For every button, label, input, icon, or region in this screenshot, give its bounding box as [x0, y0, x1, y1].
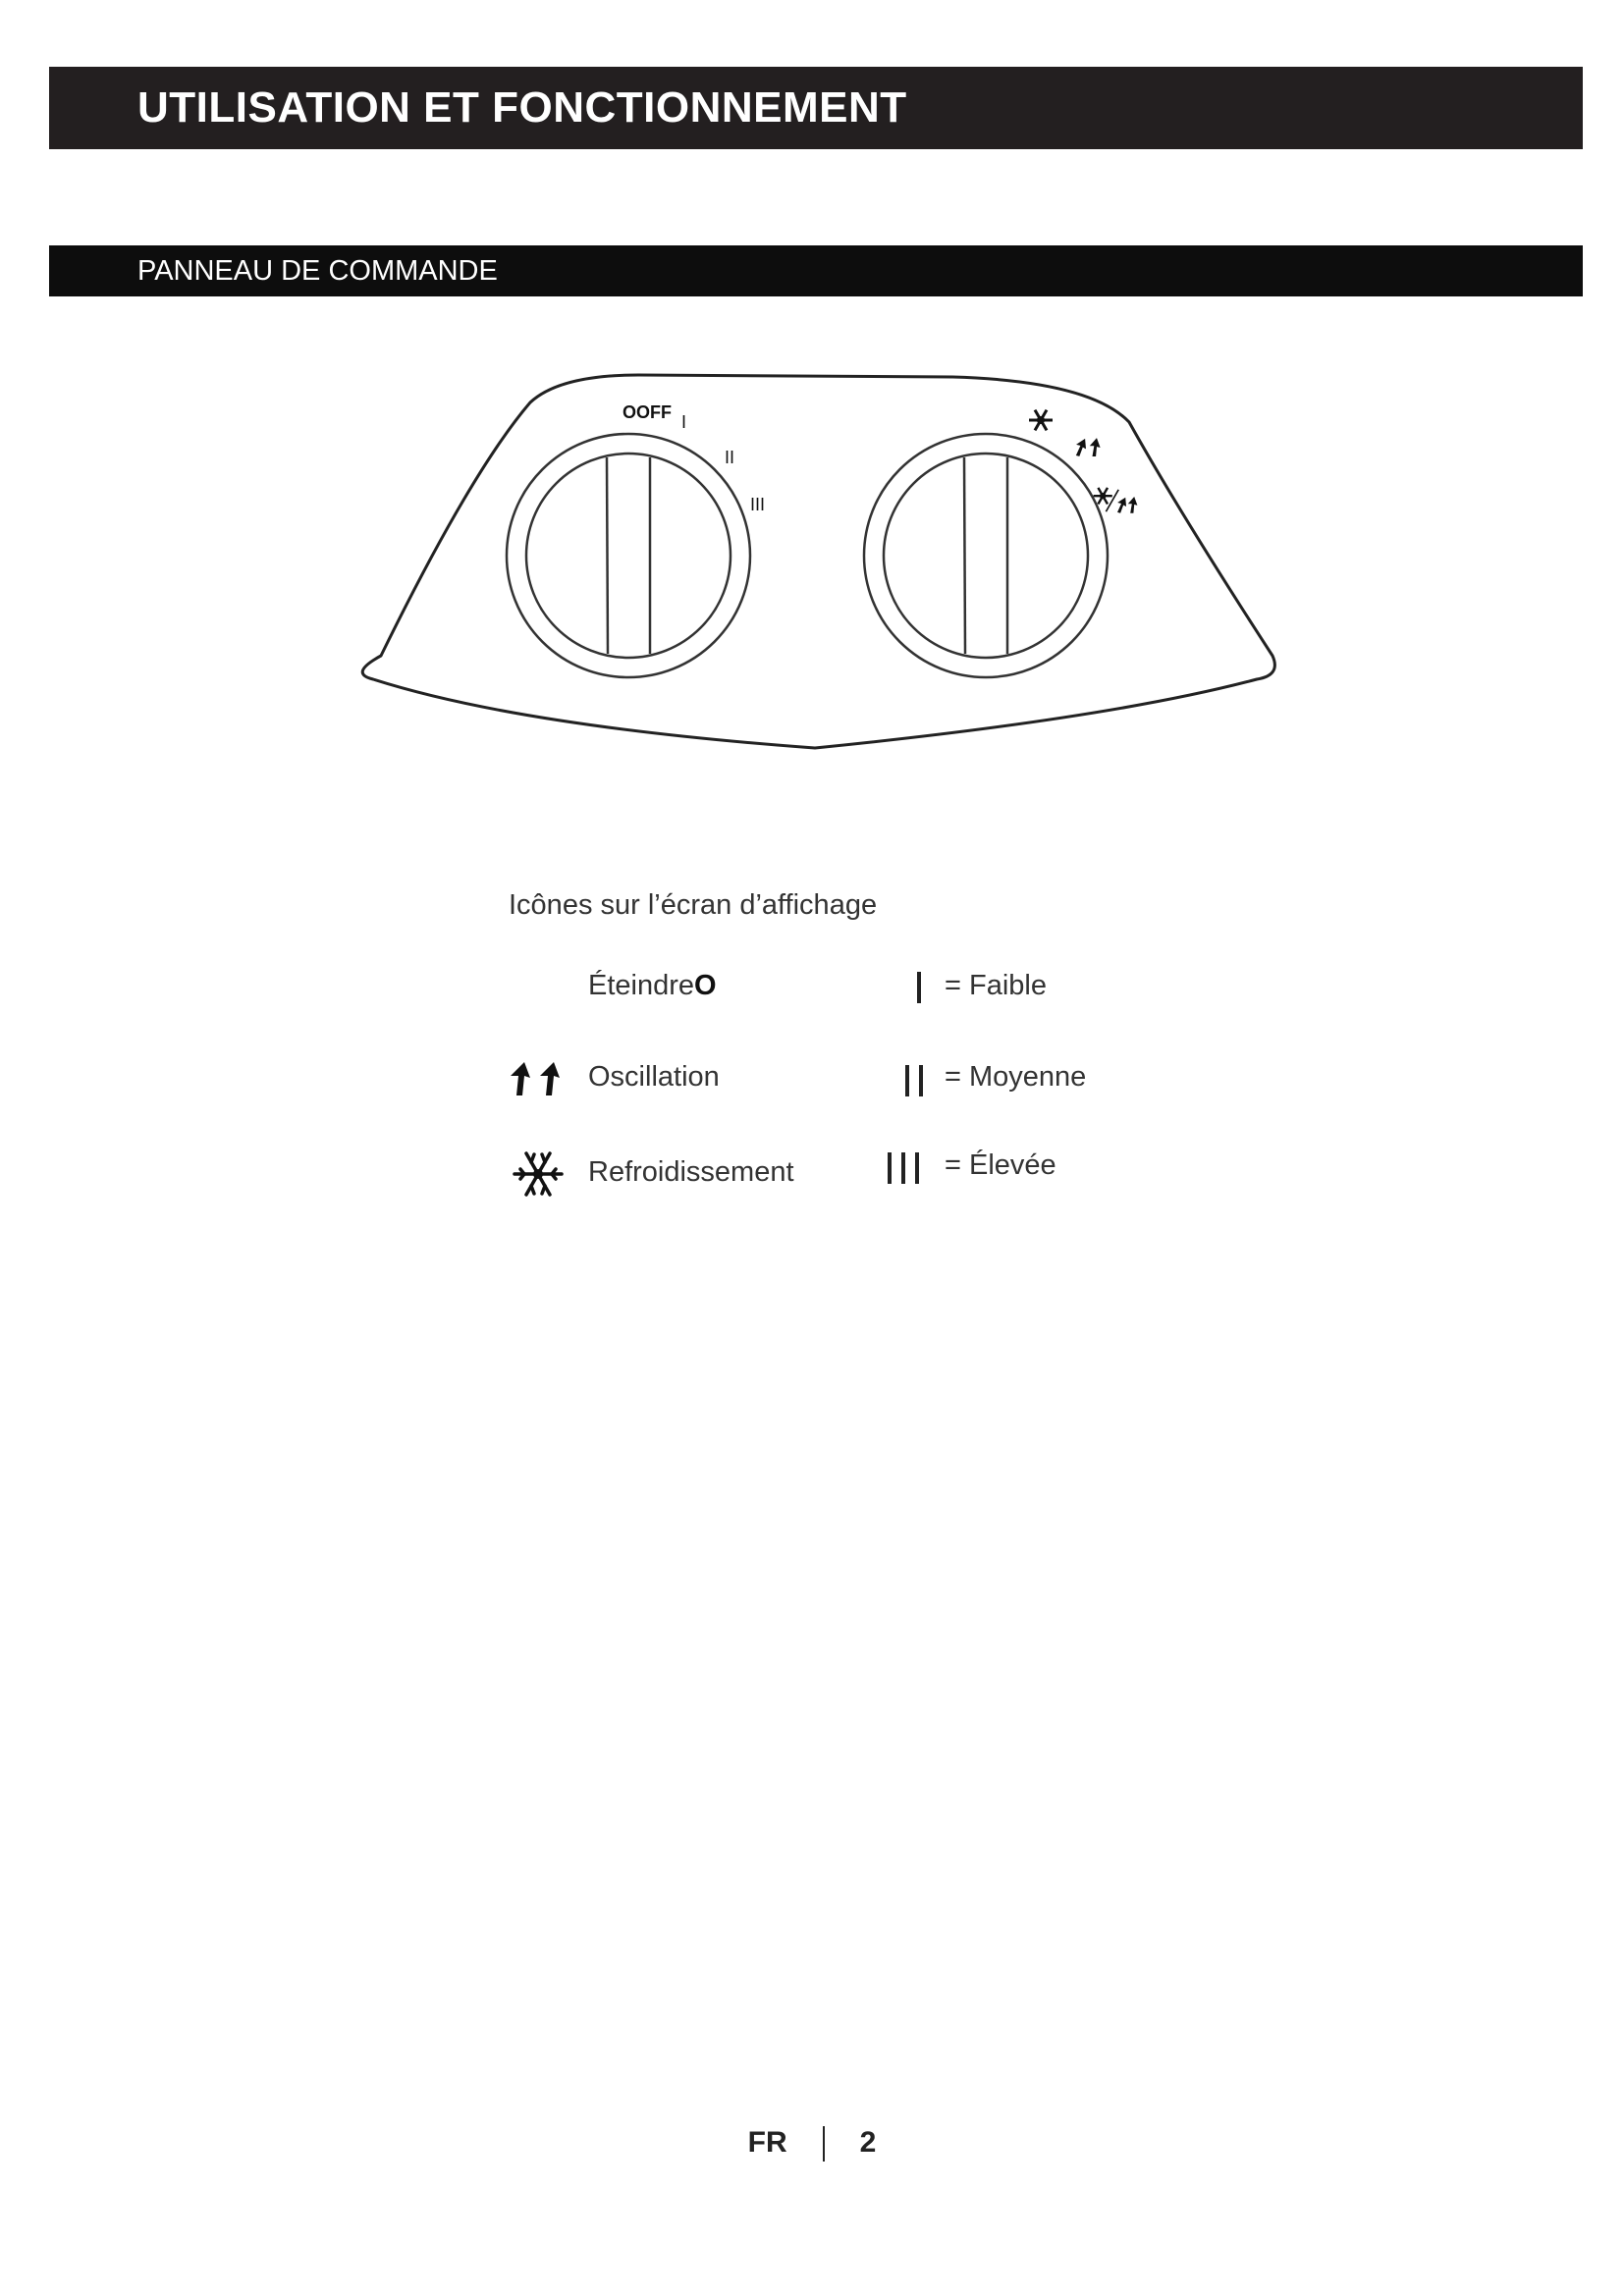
footer-language: FR: [747, 2126, 787, 2159]
dial-high-label: III: [750, 495, 766, 514]
dial-off-label: OOFF: [623, 402, 672, 422]
legend-cooling-label: Refroidissement: [588, 1156, 794, 1188]
legend-medium-label: = Moyenne: [945, 1061, 1087, 1093]
control-panel-illustration: [344, 363, 1286, 766]
subsection-header-bar: [49, 245, 1583, 296]
mode-dial[interactable]: [864, 434, 1108, 677]
dial-low-label: I: [681, 412, 687, 432]
legend-high-label: = Élevée: [945, 1149, 1056, 1181]
page-number: 2: [859, 2126, 877, 2159]
subsection-title: PANNEAU DE COMMANDE: [137, 255, 498, 287]
off-symbol: O: [694, 970, 717, 1001]
medium-speed-symbol: [905, 1065, 923, 1096]
legend-low-label: = Faible: [945, 970, 1047, 1001]
legend-off-label: Éteindre: [588, 970, 695, 1001]
page-footer: [0, 2126, 1624, 2162]
panel-outline: [362, 375, 1274, 748]
legend-off-item: [588, 970, 717, 1002]
low-speed-symbol: [917, 972, 921, 1003]
snowflake-icon: [511, 1147, 566, 1201]
dial-mid-label: II: [725, 448, 735, 467]
legend-oscillation-label: Oscillation: [588, 1061, 720, 1093]
legend-title: Icônes sur l’écran d’affichage: [509, 889, 878, 921]
section-header-bar: [49, 67, 1583, 149]
footer-divider: [823, 2126, 825, 2162]
high-speed-symbol: [888, 1152, 919, 1184]
page-title: UTILISATION ET FONCTIONNEMENT: [137, 83, 907, 132]
fan-speed-dial[interactable]: [507, 434, 750, 677]
oscillation-icon: [507, 1060, 569, 1099]
